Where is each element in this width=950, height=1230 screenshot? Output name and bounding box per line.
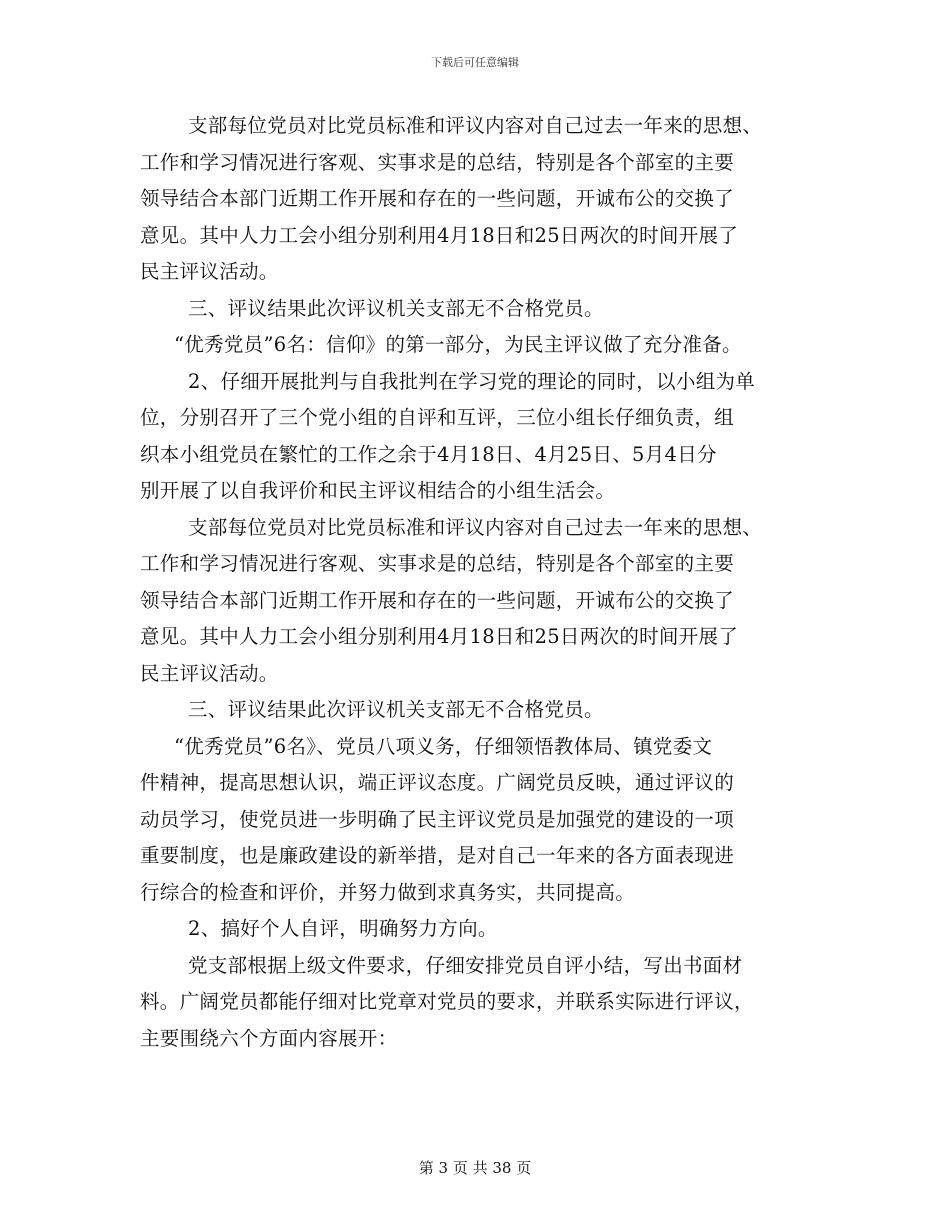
text-line: 党支部根据上级文件要求，仔细安排党员自评小结，写出书面材	[188, 953, 743, 977]
text-line: 领导结合本部门近期工作开展和存在的一些问题，开诚布公的交换了	[140, 588, 735, 612]
text-line: 领导结合本部门近期工作开展和存在的一些问题，开诚布公的交换了	[140, 187, 735, 210]
text-line: 三、评议结果此次评议机关支部无不合格党员。	[188, 698, 604, 721]
page-header: 下载后可任意编辑	[431, 56, 519, 69]
text-line: 工作和学习情况进行客观、实事求是的总结，特别是各个部室的主要	[140, 552, 735, 575]
text-line: “优秀党员”6名：信仰》的第一部分，为民主评议做了充分准备。	[174, 333, 742, 356]
text-line: 意见。其中人力工会小组分别利用4月18日和25日两次的时间开展了	[140, 625, 739, 648]
text-line: 别开展了以自我评价和民主评议相结合的小组生活会。	[140, 479, 616, 502]
text-line: 位，分别召开了三个党小组的自评和互评，三位小组长仔细负责，组	[140, 406, 735, 429]
text-line: “优秀党员”6名》、党员八项义务，仔细领悟教体局、镇党委文	[174, 734, 713, 758]
text-line: 工作和学习情况进行客观、实事求是的总结，特别是各个部室的主要	[140, 150, 735, 174]
document-body	[140, 108, 820, 1057]
text-line: 件精神，提高思想认识，端正评议态度。广阔党员反映，通过评议的	[140, 771, 735, 794]
text-line: 料。广阔党员都能仔细对比党章对党员的要求，并联系实际进行评议，	[140, 990, 754, 1013]
text-line: 民主评议活动。	[140, 260, 279, 283]
text-line: 意见。其中人力工会小组分别利用4月18日和25日两次的时间开展了	[140, 223, 739, 247]
text-line: 三、评议结果此次评议机关支部无不合格党员。	[188, 296, 604, 320]
text-line: 行综合的检查和评价，并努力做到求真务实，共同提高。	[140, 880, 636, 904]
page-footer: 第 3 页 共 38 页	[418, 1159, 532, 1177]
text-line: 2、搞好个人自评，明确努力方向。	[188, 917, 498, 940]
text-line: 2、仔细开展批判与自我批判在学习党的理论的同时，以小组为单	[188, 369, 756, 393]
text-line: 动员学习，使党员进一步明确了民主评议党员是加强党的建设的一项	[140, 807, 735, 831]
text-line: 支部每位党员对比党员标准和评议内容对自己过去一年来的思想、	[188, 114, 763, 137]
text-line: 重要制度，也是廉政建设的新举措，是对自己一年来的各方面表现进	[140, 844, 735, 867]
text-line: 主要围绕六个方面内容展开：	[140, 1026, 398, 1050]
text-line: 支部每位党员对比党员标准和评议内容对自己过去一年来的思想、	[188, 515, 763, 539]
text-line: 织本小组党员在繁忙的工作之余于4月18日、4月25日、5月4日分	[140, 442, 717, 466]
text-line: 民主评议活动。	[140, 661, 279, 685]
